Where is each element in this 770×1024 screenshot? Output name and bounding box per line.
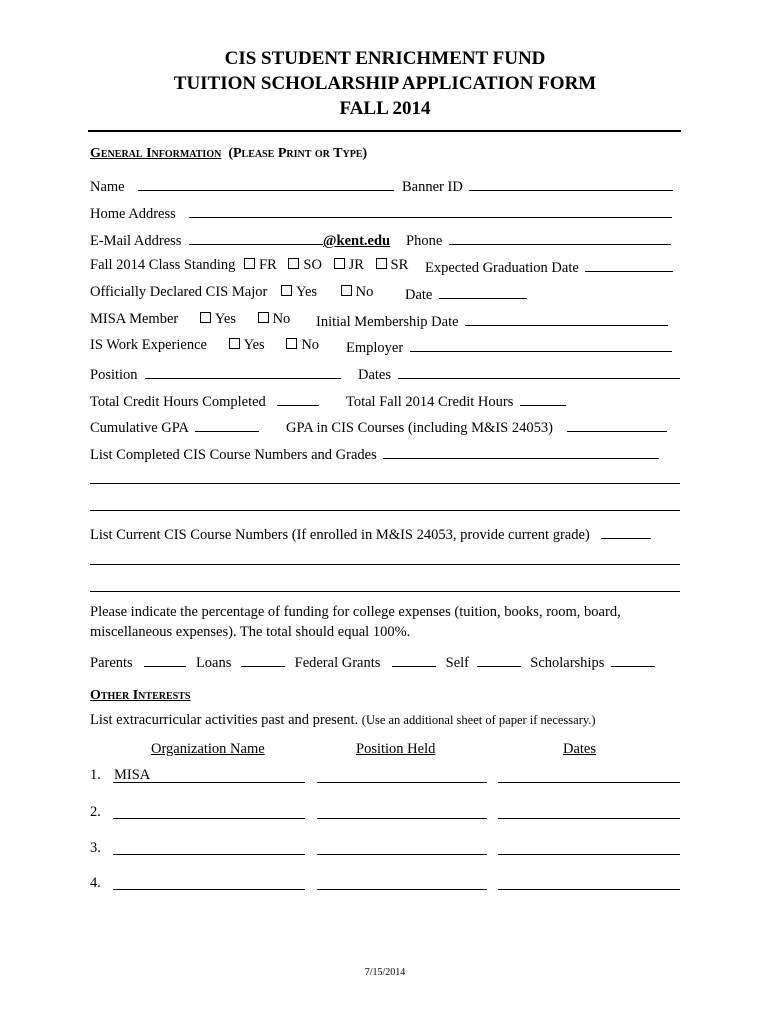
name-row [90,176,394,196]
phone-row [406,230,671,250]
declared-major-row [90,284,373,301]
activity-row-3-position-field[interactable] [317,854,487,855]
credit-fall-row [346,391,566,411]
federal-grants-label: Federal Grants [294,655,381,671]
federal-grants-field[interactable] [392,652,436,667]
name-field[interactable] [138,176,394,191]
other-interests-heading: Other Interests [90,688,191,703]
extracurricular-label: List extracurricular activities past and present. [90,712,359,728]
activity-row-1-org: MISA [114,767,151,783]
work-experience-label: IS Work Experience [90,337,207,353]
self-field[interactable] [477,652,521,667]
self-label: Self [445,655,469,671]
class-standing-label: Fall 2014 Class Standing [90,257,236,273]
misa-member-row [90,311,290,328]
email-field[interactable] [189,230,323,245]
position-row [90,364,341,384]
header-divider [88,130,681,132]
credit-fall-label: Total Fall 2014 Credit Hours [346,394,514,410]
cis-gpa-field[interactable] [567,417,667,432]
phone-label: Phone [406,233,443,249]
employer-label: Employer [346,340,404,356]
home-address-field[interactable] [189,203,672,218]
email-label: E-Mail Address [90,233,182,249]
major-no-checkbox[interactable] [341,285,352,296]
standing-sr-checkbox[interactable] [376,258,387,269]
footer-date: 7/15/2014 [364,967,406,978]
extracurricular-row [90,712,596,729]
form-title-line3: FALL 2014 [339,98,431,119]
parents-label: Parents [90,655,133,671]
credit-completed-label: Total Credit Hours Completed [90,394,266,410]
membership-date-row [316,311,668,331]
credit-completed-row [90,391,319,411]
current-courses-label: List Current CIS Course Numbers (If enrolled in M&IS 24053, provide current grade) [90,527,590,543]
col-dates: Dates [563,741,597,757]
form-title-line2: TUITION SCHOLARSHIP APPLICATION FORM [173,73,597,94]
activity-row-3-dates-field[interactable] [498,854,680,855]
current-courses-field[interactable] [601,524,651,539]
activity-row-2-dates-field[interactable] [498,818,680,819]
activity-row-2-org-field[interactable] [113,818,305,819]
work-dates-field[interactable] [398,364,680,379]
gpa-field[interactable] [195,417,259,432]
standing-jr-checkbox[interactable] [334,258,345,269]
loans-field[interactable] [241,652,285,667]
grad-date-label: Expected Graduation Date [425,260,579,276]
completed-courses-line-2[interactable] [90,483,680,484]
employer-field[interactable] [410,337,672,352]
work-dates-row [358,364,680,384]
misa-no-label: No [272,311,291,327]
work-experience-row [90,337,319,354]
banner-id-label: Banner ID [402,179,463,195]
funding-row [90,652,655,672]
activity-row-4-number: 4. [90,875,101,891]
loans-label: Loans [195,655,232,671]
email-domain: @kent.edu [323,233,391,249]
extracurricular-note: (Use an additional sheet of paper if necessary.) [361,713,596,727]
standing-fr-label: FR [259,257,277,273]
position-field[interactable] [145,364,341,379]
work-yes-label: Yes [243,337,265,353]
grad-date-row [425,257,673,277]
employer-row [346,337,672,357]
scholarships-field[interactable] [611,652,655,667]
position-label: Position [90,367,138,383]
completed-courses-field[interactable] [383,444,659,459]
activity-row-3-org-field[interactable] [113,854,305,855]
general-info-heading: General Information (Please Print or Type) [90,146,368,161]
misa-yes-label: Yes [214,311,236,327]
activity-row-3-number: 3. [90,840,101,856]
completed-courses-line-3[interactable] [90,510,680,511]
gpa-row [90,417,259,437]
form-title-line1: CIS STUDENT ENRICHMENT FUND [224,48,546,69]
standing-so-label: SO [303,257,322,273]
work-dates-label: Dates [358,367,392,383]
current-courses-row [90,524,651,544]
col-position-held: Position Held [356,741,436,757]
standing-so-checkbox[interactable] [288,258,299,269]
activity-row-4-org-field[interactable] [113,889,305,890]
email-row [90,230,390,250]
completed-courses-label: List Completed CIS Course Numbers and Grades [90,447,377,463]
major-no-label: No [355,284,374,300]
activity-row-4-dates-field[interactable] [498,889,680,890]
major-yes-checkbox[interactable] [281,285,292,296]
misa-yes-checkbox[interactable] [200,312,211,323]
standing-sr-label: SR [390,257,409,273]
work-no-checkbox[interactable] [286,338,297,349]
misa-no-checkbox[interactable] [258,312,269,323]
work-yes-checkbox[interactable] [229,338,240,349]
work-no-label: No [301,337,320,353]
funding-intro-line1: Please indicate the percentage of funding for college expenses (tuition, books, room, board, [90,604,621,620]
activity-row-1-number: 1. [90,767,101,783]
completed-courses-row [90,444,659,464]
misa-member-label: MISA Member [90,311,179,327]
grad-date-field[interactable] [585,257,673,272]
home-address-row [90,203,672,223]
banner-row [402,176,673,196]
membership-date-field[interactable] [465,311,668,326]
standing-jr-label: JR [348,257,364,273]
class-standing-row [90,257,408,274]
declared-major-label: Officially Declared CIS Major [90,284,268,300]
cis-gpa-row [286,417,667,437]
major-yes-label: Yes [295,284,318,300]
major-date-field[interactable] [439,284,527,299]
name-label: Name [90,179,125,195]
activity-row-2-position-field[interactable] [317,818,487,819]
home-address-label: Home Address [90,206,176,222]
banner-id-field[interactable] [469,176,673,191]
activity-row-4-position-field[interactable] [317,889,487,890]
activity-row-2-number: 2. [90,804,101,820]
current-courses-line-2[interactable] [90,564,680,565]
scholarships-label: Scholarships [530,655,605,671]
parents-field[interactable] [144,652,186,667]
col-organization-name: Organization Name [151,741,265,757]
credit-fall-field[interactable] [520,391,566,406]
funding-intro-line2: miscellaneous expenses). The total should equal 100%. [90,624,411,640]
major-date-label: Date [405,287,433,303]
phone-field[interactable] [449,230,671,245]
standing-fr-checkbox[interactable] [244,258,255,269]
major-date-row [405,284,527,304]
membership-date-label: Initial Membership Date [316,314,459,330]
activity-row-1-position-field[interactable] [317,782,487,783]
cis-gpa-label: GPA in CIS Courses (including M&IS 24053) [286,420,553,436]
current-courses-line-3[interactable] [90,591,680,592]
activity-row-1-dates-field[interactable] [498,782,680,783]
gpa-label: Cumulative GPA [90,420,189,436]
credit-completed-field[interactable] [277,391,319,406]
activity-row-1-org-field[interactable] [113,782,305,783]
